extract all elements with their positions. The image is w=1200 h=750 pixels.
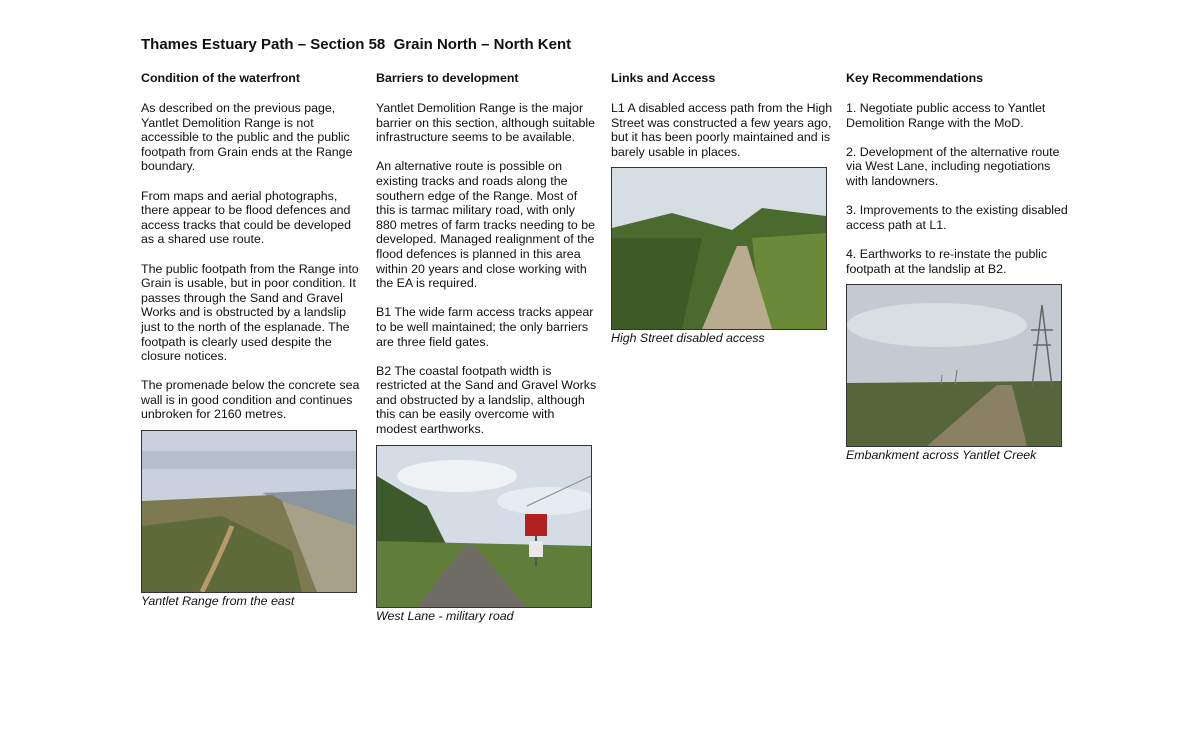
photo-yantlet-range xyxy=(141,430,357,593)
column-links-access xyxy=(611,71,833,346)
column-key-recommendations xyxy=(846,71,1068,463)
paragraph: 2. Development of the alternative route via West Lane, including negotiations with landowners. xyxy=(846,144,1060,188)
photo-high-street xyxy=(611,167,827,330)
photo-caption: High Street disabled access xyxy=(611,331,765,346)
paragraph: B2 The coastal footpath width is restricted at the Sand and Gravel Works and obstructed by a landslip, although this can be easily overcome with modest earthworks. xyxy=(376,363,597,437)
photo-caption: Embankment across Yantlet Creek xyxy=(846,448,1037,463)
paragraph: B1 The wide farm access tracks appear to be well maintained; the only barriers are three field gates. xyxy=(376,305,594,349)
column-heading: Links and Access xyxy=(611,71,716,85)
page-title: Thames Estuary Path – Section 58 Grain North – North Kent xyxy=(141,36,572,53)
column-heading: Condition of the waterfront xyxy=(141,71,300,85)
paragraph: L1 A disabled access path from the High Street was constructed a few years ago, but it has been poorly maintained and is barely usable in places. xyxy=(611,101,833,159)
photo-caption: West Lane - military road xyxy=(376,608,514,623)
paragraph: Yantlet Demolition Range is the major barrier on this section, although suitable infrastructure seems to be available. xyxy=(376,101,596,145)
paragraph: 1. Negotiate public access to Yantlet Demolition Range with the MoD. xyxy=(846,101,1046,130)
paragraph: As described on the previous page, Yantlet Demolition Range is not accessible to the public and the public footpath from Grain ends at the Range boundary. xyxy=(141,101,353,174)
paragraph: An alternative route is possible on existing tracks and roads along the southern edge of the Range. Most of this is tarmac military road, with only 880 metres of farm tracks needing to be developed. Managed realignment of the flood defences is planned in this area within 20 years and close working with the EA is required. xyxy=(376,159,596,291)
column-barriers xyxy=(376,71,598,623)
paragraph: The promenade below the concrete sea wall is in good condition and continues unbroken for 2160 metres. xyxy=(141,378,360,422)
paragraph: 3. Improvements to the existing disabled access path at L1. xyxy=(846,203,1068,232)
photo-west-lane xyxy=(376,445,592,608)
photo-embankment xyxy=(846,284,1062,447)
paragraph: From maps and aerial photographs, there appear to be flood defences and access tracks that could be developed as a shared use route. xyxy=(141,188,352,247)
paragraph: The public footpath from the Range into Grain is usable, but in poor condition. It passes through the Sand and Gravel Works and is obstructed by a landslip just to the north of the esplanade. The footpath is clearly used despite the closure notices. xyxy=(141,261,359,364)
column-heading: Barriers to development xyxy=(376,71,519,85)
column-condition xyxy=(141,71,363,609)
column-heading: Key Recommendations xyxy=(846,71,984,85)
photo-caption: Yantlet Range from the east xyxy=(141,594,295,609)
paragraph: 4. Earthworks to re-instate the public footpath at the landslip at B2. xyxy=(846,246,1048,276)
